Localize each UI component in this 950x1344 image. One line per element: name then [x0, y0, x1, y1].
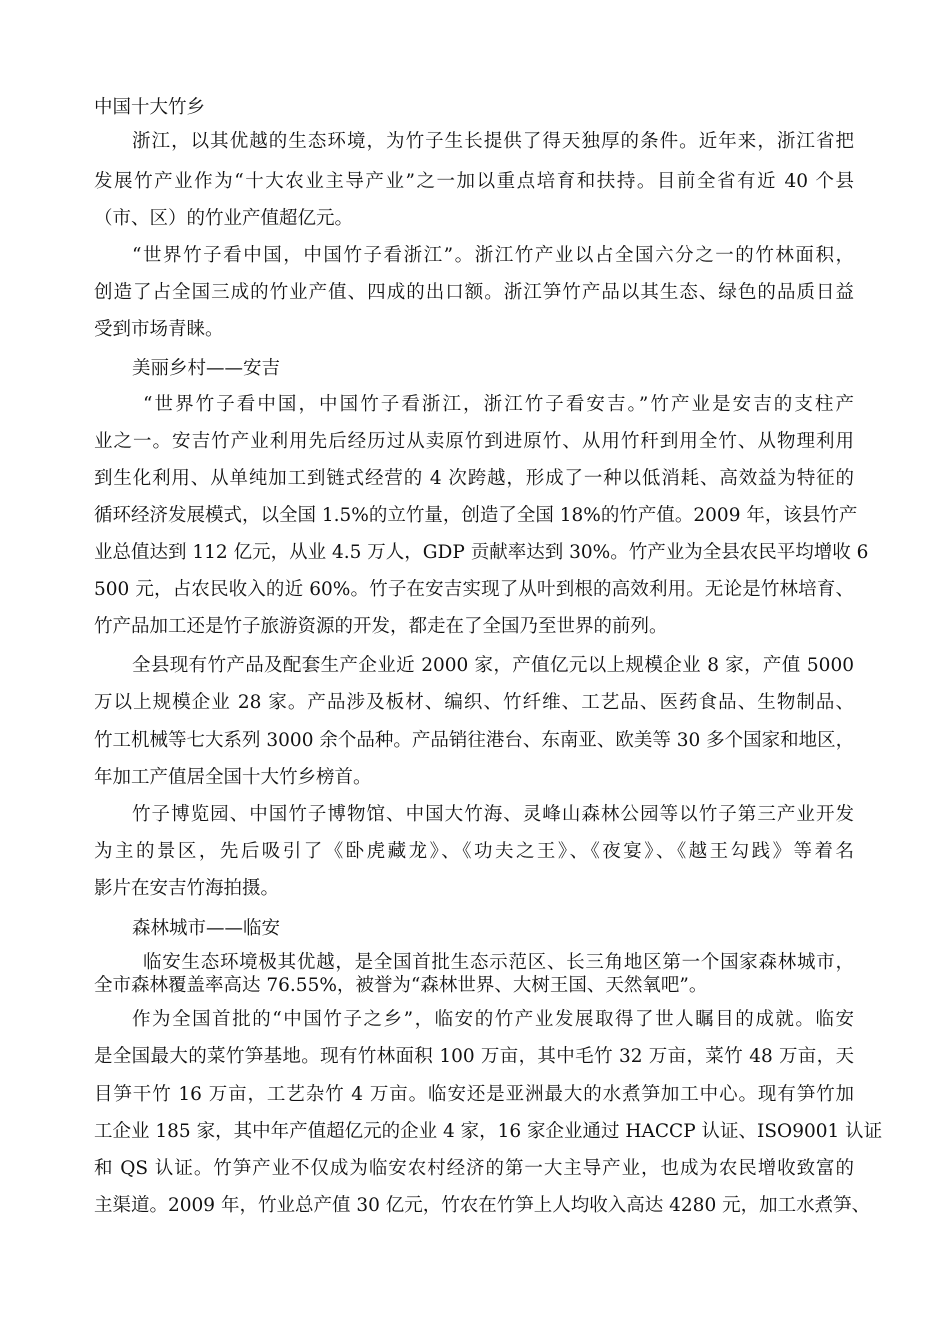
paragraph-line: 影片在安吉竹海拍摄。 — [94, 878, 280, 899]
paragraph-line: 工企业 185 家，其中年产值超亿元的企业 4 家，16 家企业通过 HACCP 认证、ISO9001 认证 — [94, 1121, 883, 1142]
paragraph-line: 是全国最大的菜竹笋基地。现有竹林面积 100 万亩，其中毛竹 32 万亩，菜竹 48 万亩，天 — [94, 1046, 854, 1067]
paragraph-line: 竹子博览园、中国竹子博物馆、中国大竹海、灵峰山森林公园等以竹子第三产业开发 — [132, 804, 854, 825]
paragraph-line: 和 QS 认证。竹笋产业不仅成为临安农村经济的第一大主导产业，也成为农民增收致富的 — [94, 1158, 854, 1179]
paragraph-line: 浙江，以其优越的生态环境，为竹子生长提供了得天独厚的条件。近年来，浙江省把 — [132, 131, 854, 152]
section-heading: 森林城市——临安 — [132, 918, 281, 939]
paragraph-line: 到生化利用、从单纯加工到链式经营的 4 次跨越，形成了一种以低消耗、高效益为特征的 — [94, 468, 854, 489]
paragraph-line: 主渠道。2009 年，竹业总产值 30 亿元，竹农在竹笋上人均收入高达 4280 元，加工水煮笋、 — [94, 1195, 871, 1216]
paragraph-line: 发展竹产业作为“十大农业主导产业”之一加以重点培育和扶持。目前全省有近 40 个县 — [94, 171, 854, 192]
paragraph-line: 为主的景区，先后吸引了《卧虎藏龙》、《功夫之王》、《夜宴》、《越王勾践》等着名 — [94, 841, 854, 862]
paragraph-line: 创造了占全国三成的竹业产值、四成的出口额。浙江笋竹产品以其生态、绿色的品质日益 — [94, 282, 854, 303]
paragraph-line: 受到市场青睐。 — [94, 319, 224, 340]
section-heading: 美丽乡村——安吉 — [132, 358, 281, 379]
paragraph-line: 目笋干竹 16 万亩，工艺杂竹 4 万亩。临安还是亚洲最大的水煮笋加工中心。现有笋竹加 — [94, 1084, 854, 1105]
paragraph-line: 临安生态环境极其优越，是全国首批生态示范区、长三角地区第一个国家森林城市， — [143, 952, 854, 973]
paragraph-line: 业总值达到 112 亿元，从业 4.5 万人，GDP 贡献率达到 30%。竹产业为全县农民平均增收 6 — [94, 542, 869, 563]
paragraph-line: “世界竹子看中国，中国竹子看浙江，浙江竹子看安吉。”竹产业是安吉的支柱产 — [143, 394, 854, 415]
paragraph-line: 年加工产值居全国十大竹乡榜首。 — [94, 767, 372, 788]
section-heading: 中国十大竹乡 — [94, 97, 206, 118]
paragraph-line: 500 元，占农民收入的近 60%。竹子在安吉实现了从叶到根的高效利用。无论是竹林培育、 — [94, 579, 854, 600]
paragraph-line: 作为全国首批的“中国竹子之乡”，临安的竹产业发展取得了世人瞩目的成就。临安 — [132, 1009, 854, 1030]
paragraph-line: 全市森林覆盖率高达 76.55%，被誉为“森林世界、大树王国、天然氧吧”。 — [94, 975, 708, 996]
paragraph-line: 竹工机械等七大系列 3000 余个品种。产品销往港台、东南亚、欧美等 30 多个国家和地区， — [94, 730, 855, 751]
paragraph-line: 竹产品加工还是竹子旅游资源的开发，都走在了全国乃至世界的前列。 — [94, 616, 668, 637]
paragraph-line: 业之一。安吉竹产业利用先后经历过从卖原竹到进原竹、从用竹秆到用全竹、从物理利用 — [94, 431, 854, 452]
paragraph-line: （市、区）的竹业产值超亿元。 — [94, 208, 354, 229]
paragraph-line: 循环经济发展模式，以全国 1.5%的立竹量，创造了全国 18%的竹产值。2009 年，该县竹产 — [94, 505, 858, 526]
paragraph-line: 万以上规模企业 28 家。产品涉及板材、编织、竹纤维、工艺品、医药食品、生物制品、 — [94, 692, 854, 713]
paragraph-line: 全县现有竹产品及配套生产企业近 2000 家，产值亿元以上规模企业 8 家，产值 5000 — [132, 655, 854, 676]
paragraph-line: “世界竹子看中国，中国竹子看浙江”。浙江竹产业以占全国六分之一的竹林面积， — [132, 245, 854, 266]
